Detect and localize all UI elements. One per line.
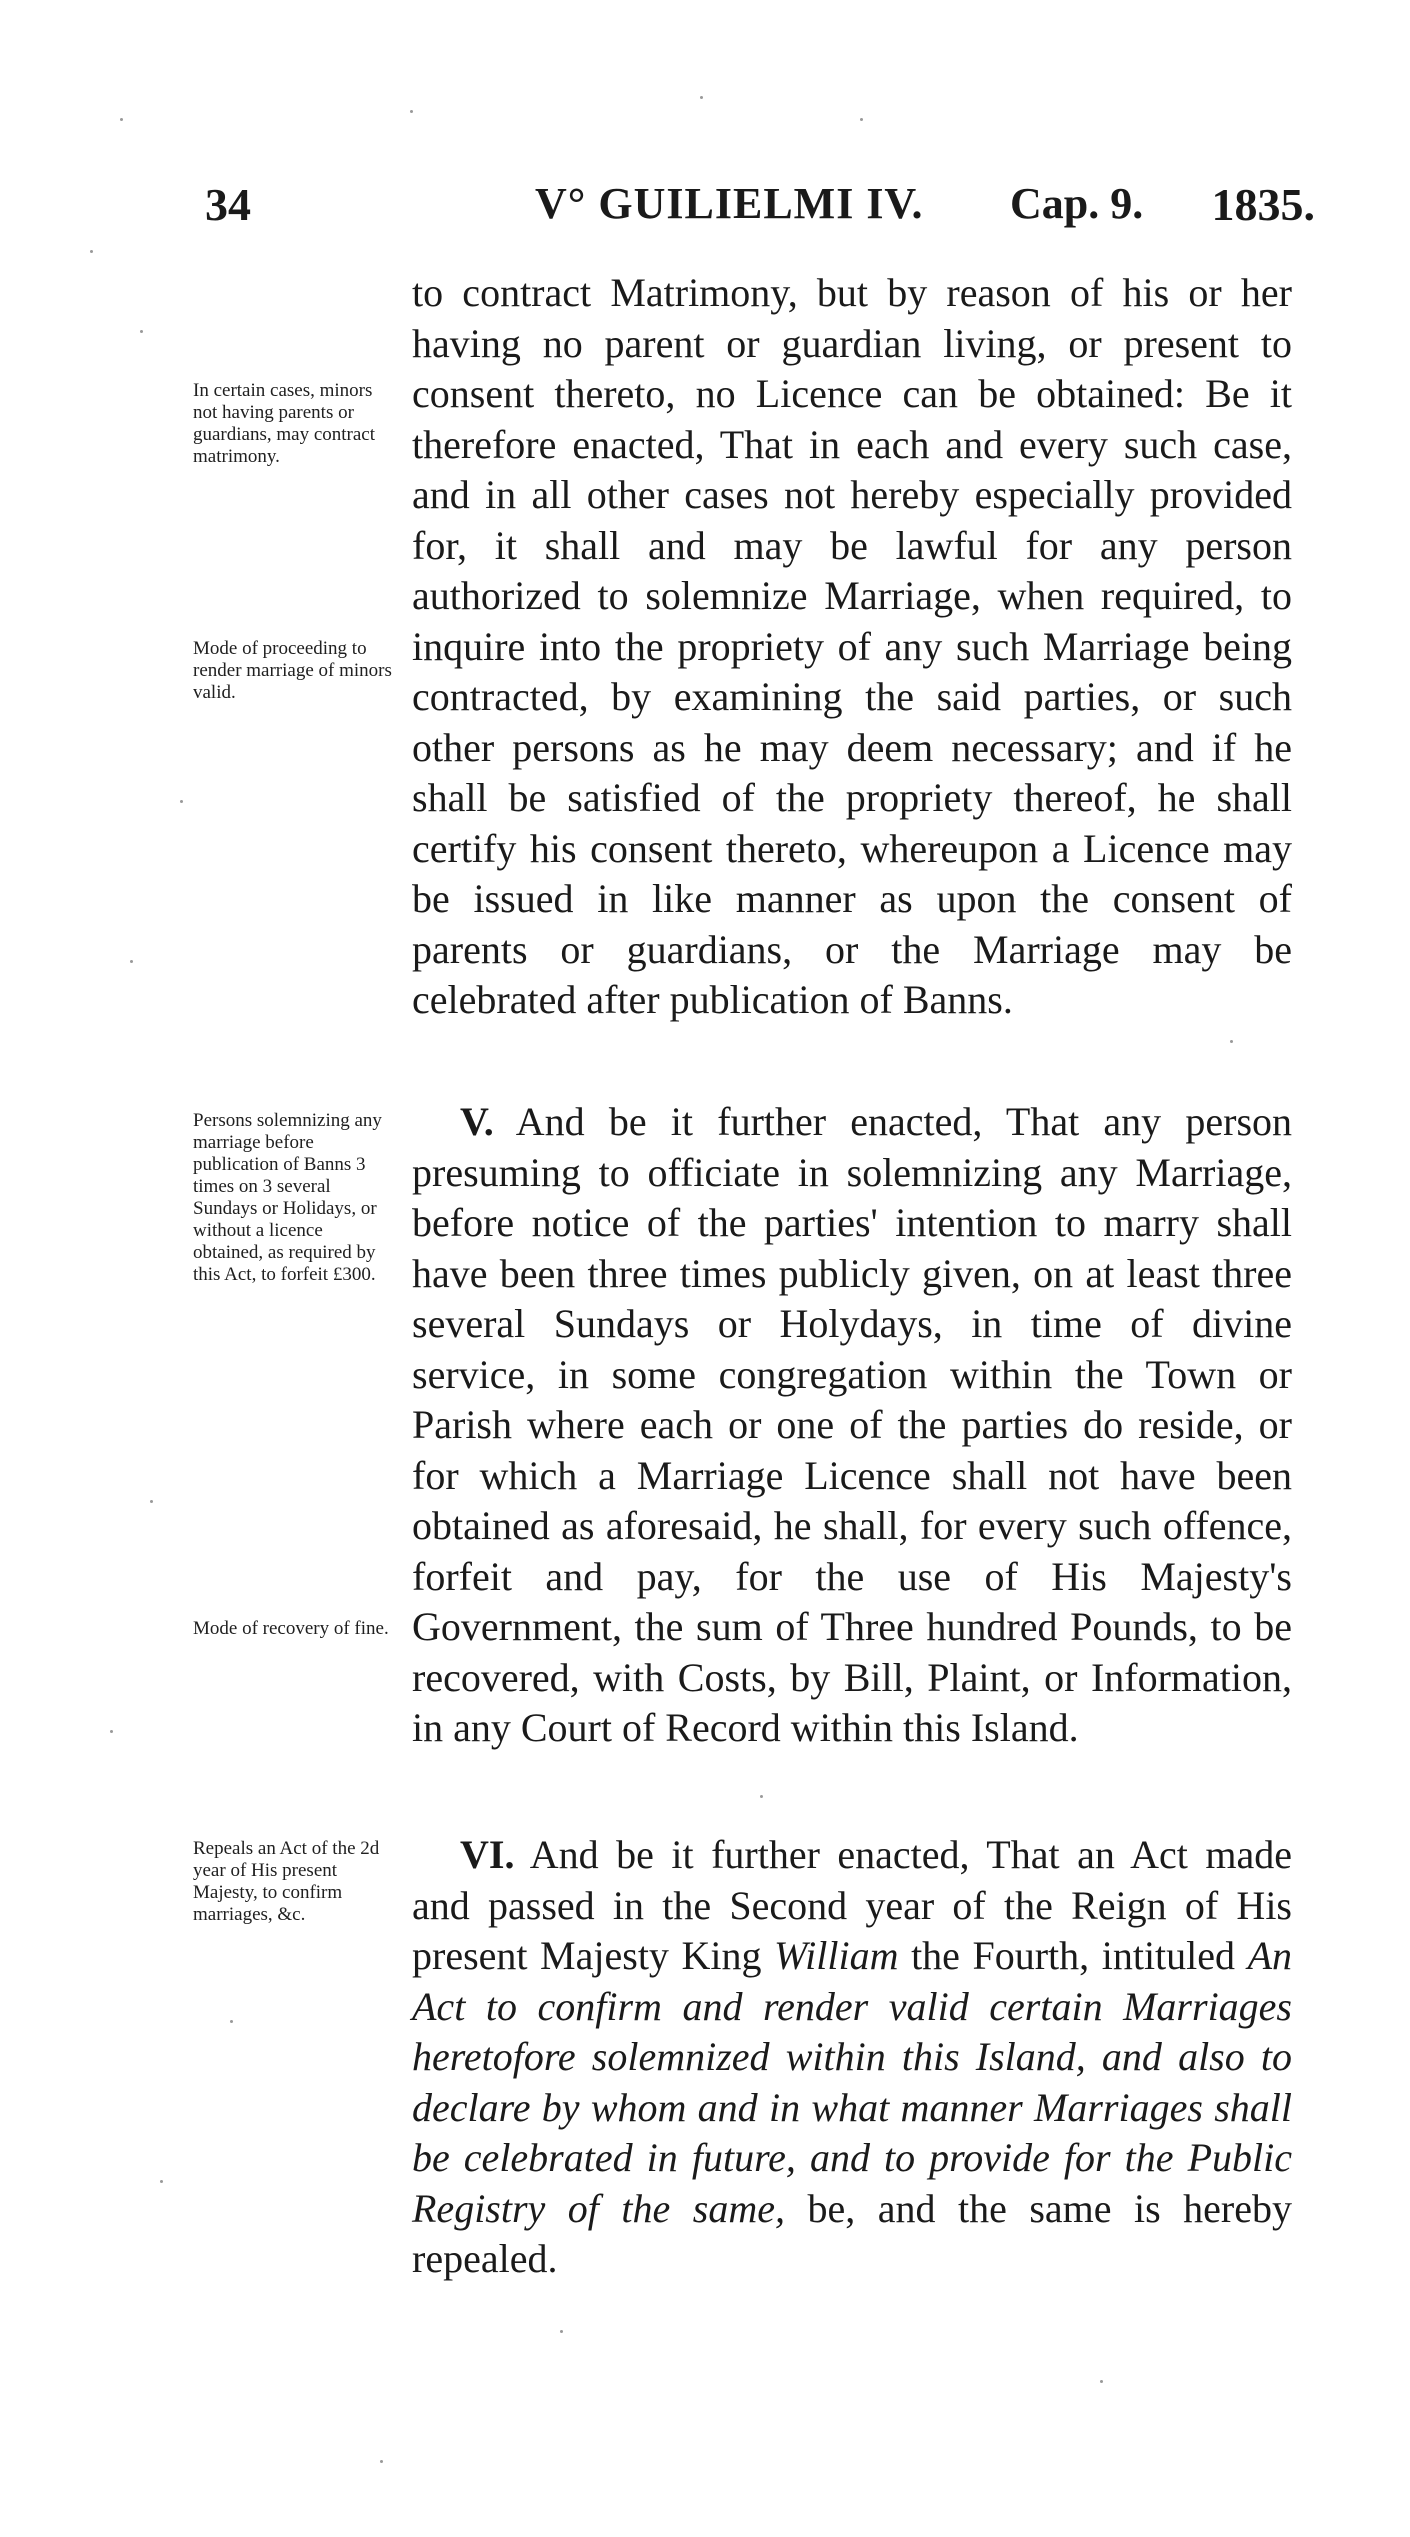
section-6-text-middle: the Fourth, intituled	[911, 1933, 1236, 1978]
section-6-numeral: VI.	[460, 1832, 515, 1877]
section-5-numeral: V.	[460, 1099, 494, 1144]
continued-paragraph	[412, 268, 1292, 1026]
sidenote-repeal: Repeals an Act of the 2d year of His present Majesty, to confirm marriages, &c.	[193, 1838, 380, 1925]
paragraph-continuation: to contract Matrimony, but by reason of his or her having no parent or guardian living, or present to consent thereto, no Licence can be obtained: Be it therefore enacted, That in each and every such case, and in all other cases not hereby especially provided for, it shall and may be lawful for any person authorized to solemnize Marriage, when required, to inquire into the propriety of any such Marriage being contracted, by examining the said parties, or such other persons as he may deem necessary; and if he shall be satisfied of the propriety thereof, he shall certify his consent thereto, whereupon a Licence may be issued in like manner as upon the consent of parents or guardians, or the Marriage may be celebrated after publication of Banns.	[412, 270, 1292, 1022]
king-name: William	[774, 1933, 899, 1978]
section-6-text-before: And be it further enacted, That an Act made and passed in the Second year of the Reign of His present Majesty King	[412, 1832, 1293, 1978]
repealed-act-title: An Act to confirm and render valid certain Marriages heretofore solemnized within this Island, and also to declare by whom and in what manner Marriages shall be celebrated in future, and to provide for the Public Registry of the same,	[412, 1933, 1293, 2231]
section-6-text-end: be, and the same is hereby repealed.	[412, 2185, 1292, 2281]
year: 1835.	[1211, 179, 1315, 230]
sidenote-recovery-of-fine: Mode of recovery of fine.	[193, 1618, 389, 1639]
section-6-paragraph	[412, 1830, 1292, 2285]
section-6	[412, 1830, 1292, 2285]
sidenote-minors-without-parents: In certain cases, minors not having parents or guardians, may contract matrimony.	[193, 380, 376, 467]
running-header	[205, 178, 1315, 248]
chapter-number: Cap. 9.	[1010, 179, 1144, 228]
section-5	[412, 1097, 1292, 1754]
section-5-paragraph	[412, 1097, 1292, 1754]
page-number: 34	[205, 179, 251, 230]
running-title: V° GUILIELMI IV.	[535, 179, 924, 228]
section-5-text: And be it further enacted, That any person presuming to officiate in solemnizing any Marriage, before notice of the parties' intention to marry shall have been three times publicly given, on at least three several Sundays or Holydays, in time of divine service, in some congregation within the Town or Parish where each or one of the parties do reside, or for which a Marriage Licence shall not have been obtained as aforesaid, he shall, for every such offence, forfeit and pay, for the use of His Majesty's Government, the sum of Three hundred Pounds, to be recovered, with Costs, by Bill, Plaint, or Information, in any Court of Record within this Island.	[412, 1099, 1293, 1750]
sidenote-penalty-solemnizing: Persons solemnizing any marriage before publication of Banns 3 times on 3 several Sundays or Holidays, or without a licence obtained, as required by this Act, to forfeit £300.	[193, 1110, 382, 1285]
sidenote-mode-of-proceeding: Mode of proceeding to render marriage of minors valid.	[193, 638, 392, 703]
